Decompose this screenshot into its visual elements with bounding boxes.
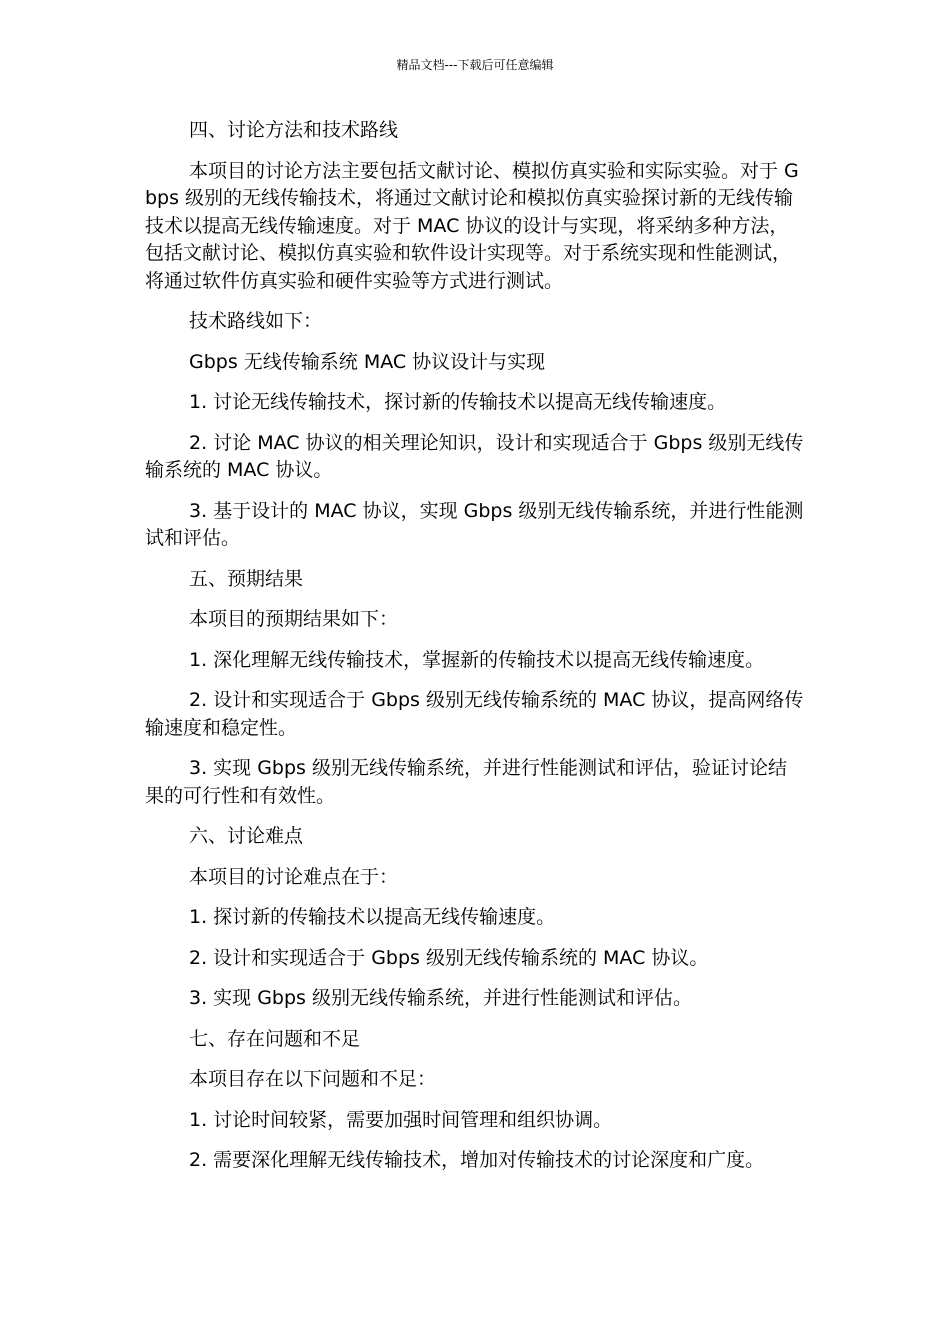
problem-item-2: 2. 需要深化理解无线传输技术，增加对传输技术的讨论深度和广度。 — [189, 1149, 765, 1171]
expected-result-item-1: 1. 深化理解无线传输技术，掌握新的传输技术以提高无线传输速度。 — [189, 648, 765, 671]
problems-intro: 本项目存在以下问题和不足： — [189, 1068, 437, 1090]
section-heading-methods: 四、讨论方法和技术路线 — [189, 119, 399, 141]
difficulties-intro: 本项目的讨论难点在于： — [189, 865, 399, 888]
difficulty-item-1: 1. 探讨新的传输技术以提高无线传输速度。 — [189, 906, 556, 928]
section-heading-expected-results: 五、预期结果 — [189, 567, 304, 590]
methods-paragraph: 本项目的讨论方法主要包括文献讨论、模拟仿真实验和实际实验。对于 Gbps 级别的无线传输技术，将通过文献讨论和模拟仿真实验探讨新的无线传输技术以提高无线传输速度。对于 MAC 协议的设计与实现，将采纳多种方法，包括文献讨论、模拟仿真实验和软件设计实现等。对于系统实现和性能测试，将通过软件仿真实验和硬件实验等方式进行测试。 — [145, 159, 799, 292]
tech-route-intro: 技术路线如下： — [189, 310, 323, 332]
section-heading-problems: 七、存在问题和不足 — [189, 1027, 361, 1050]
expected-result-item-3: 3. 实现 Gbps 级别无线传输系统，并进行性能测试和评估，验证讨论结果的可行性和有效性。 — [145, 757, 787, 807]
section-heading-difficulties: 六、讨论难点 — [189, 825, 304, 847]
expected-results-intro: 本项目的预期结果如下： — [189, 608, 399, 630]
difficulty-item-3: 3. 实现 Gbps 级别无线传输系统，并进行性能测试和评估。 — [189, 987, 692, 1009]
page-header: 精品文档---下载后可任意编辑 — [396, 58, 554, 72]
document-body — [145, 117, 805, 1188]
tech-route-item-1: 1. 讨论无线传输技术，探讨新的传输技术以提高无线传输速度。 — [189, 391, 727, 413]
tech-route-title: Gbps 无线传输系统 MAC 协议设计与实现 — [189, 350, 546, 373]
tech-route-item-2: 2. 讨论 MAC 协议的相关理论知识，设计和实现适合于 Gbps 级别无线传输系统的 MAC 协议。 — [145, 431, 804, 481]
tech-route-item-3: 3. 基于设计的 MAC 协议，实现 Gbps 级别无线传输系统，并进行性能测试和评估。 — [145, 499, 804, 549]
expected-result-item-2: 2. 设计和实现适合于 Gbps 级别无线传输系统的 MAC 协议，提高网络传输速度和稳定性。 — [145, 689, 804, 739]
difficulty-item-2: 2. 设计和实现适合于 Gbps 级别无线传输系统的 MAC 协议。 — [189, 946, 709, 969]
problem-item-1: 1. 讨论时间较紧，需要加强时间管理和组织协调。 — [189, 1108, 613, 1131]
